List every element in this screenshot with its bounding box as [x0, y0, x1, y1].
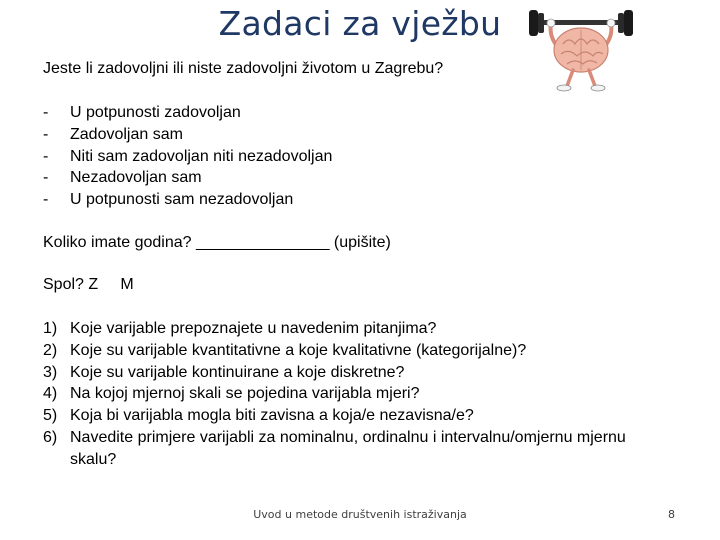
task-text: Koje su varijable kvantitativne a koje kvalitativne (kategorijalne)? [70, 341, 527, 359]
slide-footer: Uvod u metode društvenih istraživanja [253, 508, 467, 521]
dash-marker: - [43, 125, 49, 143]
answer-option [43, 124, 332, 146]
answer-option [43, 167, 332, 189]
task-text: Koje su varijable kontinuirane a koje diskretne? [70, 363, 405, 381]
answer-options-list [43, 102, 332, 211]
task-item [43, 405, 643, 427]
answer-option [43, 189, 332, 211]
task-text: Na kojoj mjernoj skali se pojedina varijabla mjeri? [70, 385, 420, 403]
task-text: Navedite primjere varijabli za nominalnu, ordinalnu i intervalnu/omjernu mjernu skalu? [70, 428, 626, 468]
task-item [43, 427, 643, 471]
task-text: Koje varijable prepoznajete u navedenim pitanjima? [70, 320, 437, 337]
option-label: Nezadovoljan sam [70, 169, 202, 187]
dash-marker: - [43, 104, 49, 121]
task-number: 1) [43, 320, 58, 337]
task-item [43, 362, 643, 384]
dash-marker: - [43, 169, 49, 187]
option-label: Zadovoljan sam [70, 125, 183, 143]
satisfaction-question: Jeste li zadovoljni ili niste zadovoljni životom u Zagrebu? [43, 60, 444, 77]
task-number: 5) [43, 407, 58, 425]
task-number: 3) [43, 363, 58, 381]
dash-marker: - [43, 191, 49, 209]
task-item [43, 340, 643, 362]
task-number: 6) [43, 428, 58, 446]
option-label: Niti sam zadovoljan niti nezadovoljan [70, 147, 333, 165]
exercise-tasks-list [43, 318, 643, 471]
brain-lifting-dumbbell-illustration [527, 6, 635, 92]
age-question: Koliko imate godina? _______________ (upišite) [43, 234, 391, 251]
option-label: U potpunosti sam nezadovoljan [70, 191, 294, 209]
answer-option [43, 102, 332, 124]
answer-option [43, 146, 332, 168]
task-number: 2) [43, 341, 58, 359]
task-text: Koja bi varijabla mogla biti zavisna a koja/e nezavisna/e? [70, 407, 474, 425]
page-number: 8 [668, 508, 675, 521]
slide-title: Zadaci za vježbu [218, 4, 502, 43]
gender-question: Spol? Z M [43, 276, 134, 293]
task-item [43, 383, 643, 405]
dash-marker: - [43, 147, 49, 165]
task-item [43, 318, 643, 340]
option-label: U potpunosti zadovoljan [70, 104, 241, 121]
task-number: 4) [43, 385, 58, 403]
